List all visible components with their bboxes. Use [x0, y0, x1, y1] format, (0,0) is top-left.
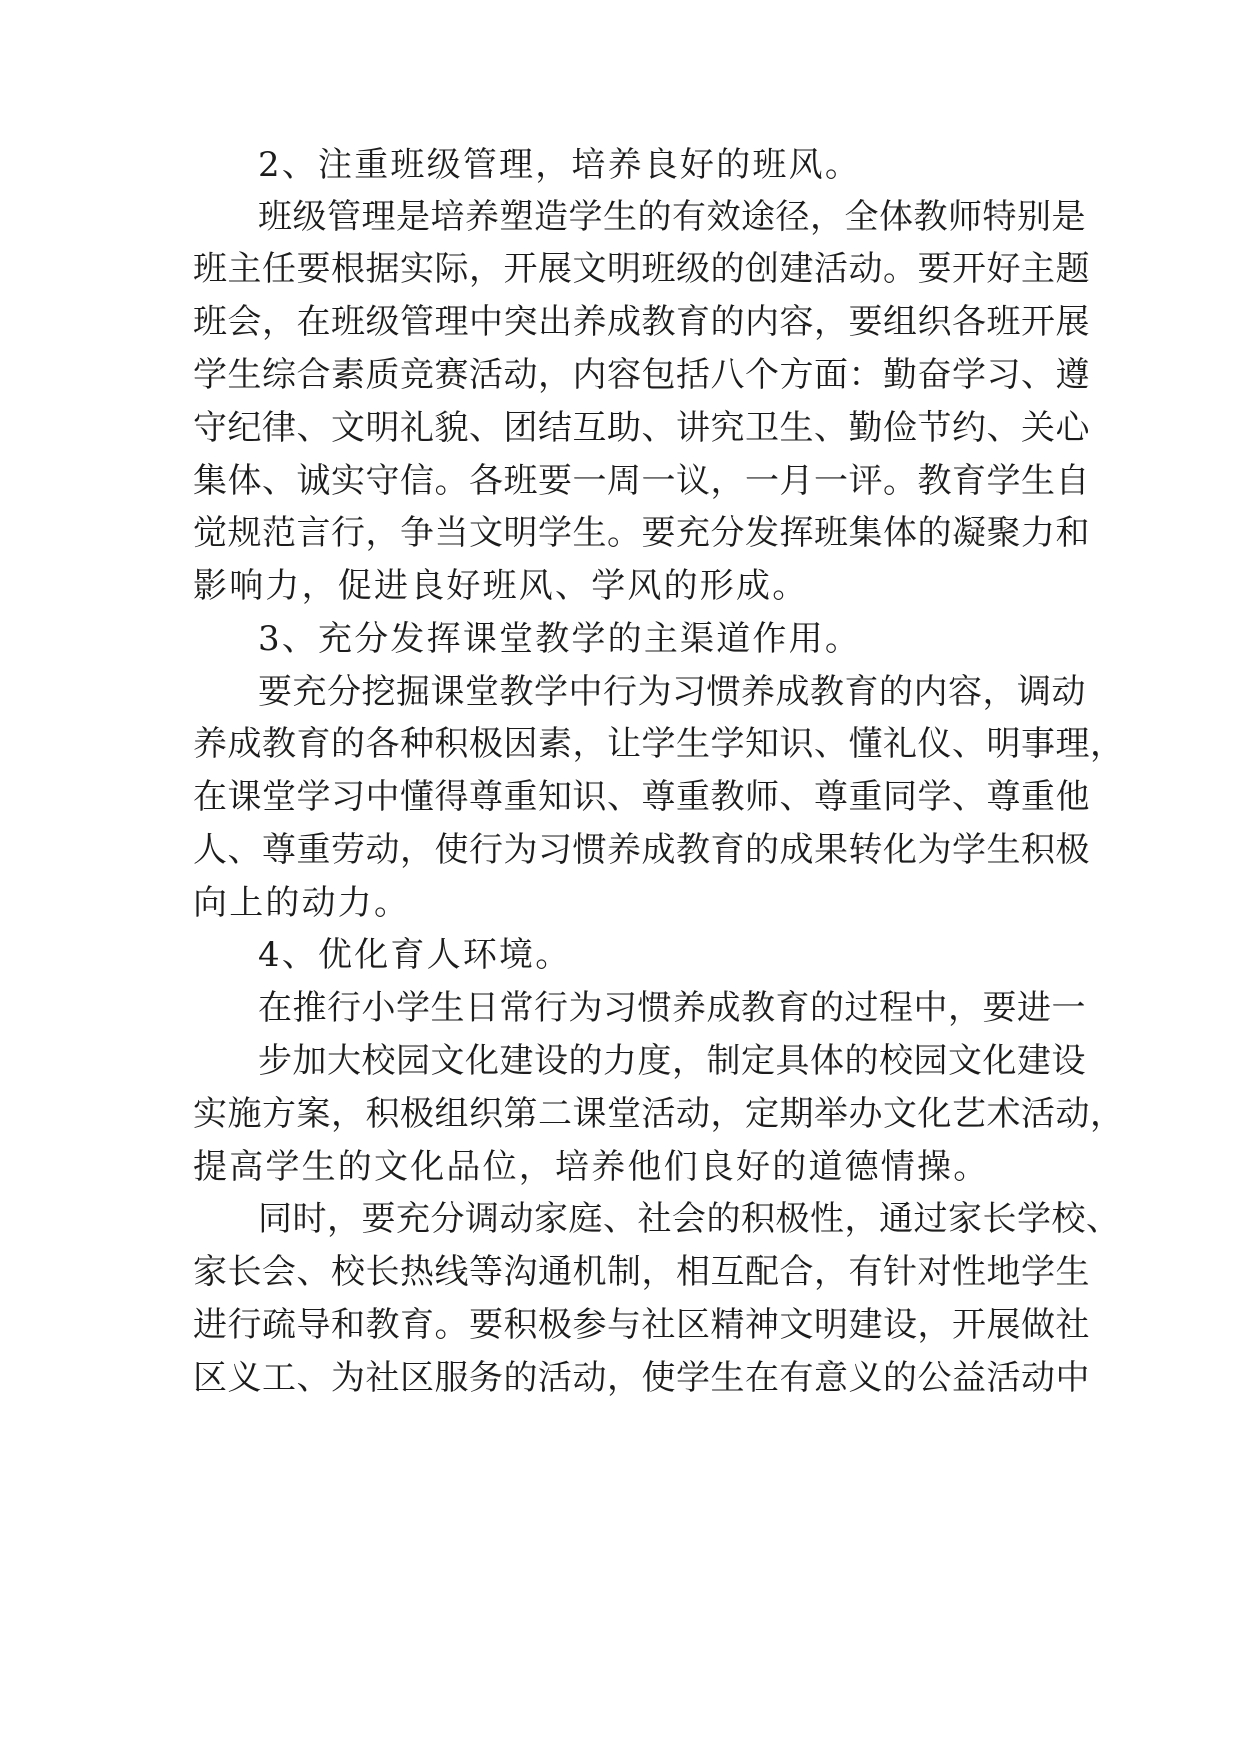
paragraph-line: 觉规范言行，争当文明学生。要充分发挥班集体的凝聚力和: [193, 513, 1090, 553]
paragraph-line: 在课堂学习中懂得尊重知识、尊重教师、尊重同学、尊重他: [193, 777, 1090, 817]
section-heading-4: 4、优化育人环境。: [258, 935, 572, 975]
paragraph-line: 同时，要充分调动家庭、社会的积极性，通过家长学校、: [258, 1199, 1121, 1239]
paragraph-line: 提高学生的文化品位，培养他们良好的道德情操。: [193, 1147, 990, 1187]
paragraph-line: 集体、诚实守信。各班要一周一议，一月一评。教育学生自: [193, 461, 1090, 501]
paragraph-line: 守纪律、文明礼貌、团结互助、讲究卫生、勤俭节约、关心: [193, 408, 1090, 448]
paragraph-line: 班主任要根据实际，开展文明班级的创建活动。要开好主题: [193, 249, 1090, 289]
paragraph-line: 在推行小学生日常行为习惯养成教育的过程中，要进一: [258, 988, 1086, 1028]
paragraph-line: 进行疏导和教育。要积极参与社区精神文明建设，开展做社: [193, 1305, 1090, 1345]
paragraph-line: 班会，在班级管理中突出养成教育的内容，要组织各班开展: [193, 302, 1090, 342]
paragraph-line: 家长会、校长热线等沟通机制，相互配合，有针对性地学生: [193, 1252, 1090, 1292]
paragraph-line: 要充分挖掘课堂教学中行为习惯养成教育的内容，调动: [258, 672, 1086, 712]
paragraph-line: 班级管理是培养塑造学生的有效途径，全体教师特别是: [258, 197, 1086, 237]
paragraph-line: 步加大校园文化建设的力度，制定具体的校园文化建设: [258, 1041, 1086, 1081]
section-heading-3: 3、充分发挥课堂教学的主渠道作用。: [258, 619, 862, 659]
paragraph-line: 实施方案，积极组织第二课堂活动，定期举办文化艺术活动，: [193, 1094, 1125, 1134]
paragraph-line: 影响力，促进良好班风、学风的形成。: [193, 566, 809, 606]
section-heading-2: 2、注重班级管理，培养良好的班风。: [258, 145, 862, 185]
paragraph-line: 养成教育的各种积极因素，让学生学知识、懂礼仪、明事理，: [193, 724, 1125, 764]
paragraph-line: 区义工、为社区服务的活动，使学生在有意义的公益活动中: [193, 1358, 1090, 1398]
paragraph-line: 人、尊重劳动，使行为习惯养成教育的成果转化为学生积极: [193, 830, 1090, 870]
paragraph-line: 学生综合素质竞赛活动，内容包括八个方面：勤奋学习、遵: [193, 355, 1090, 395]
paragraph-line: 向上的动力。: [193, 883, 411, 923]
